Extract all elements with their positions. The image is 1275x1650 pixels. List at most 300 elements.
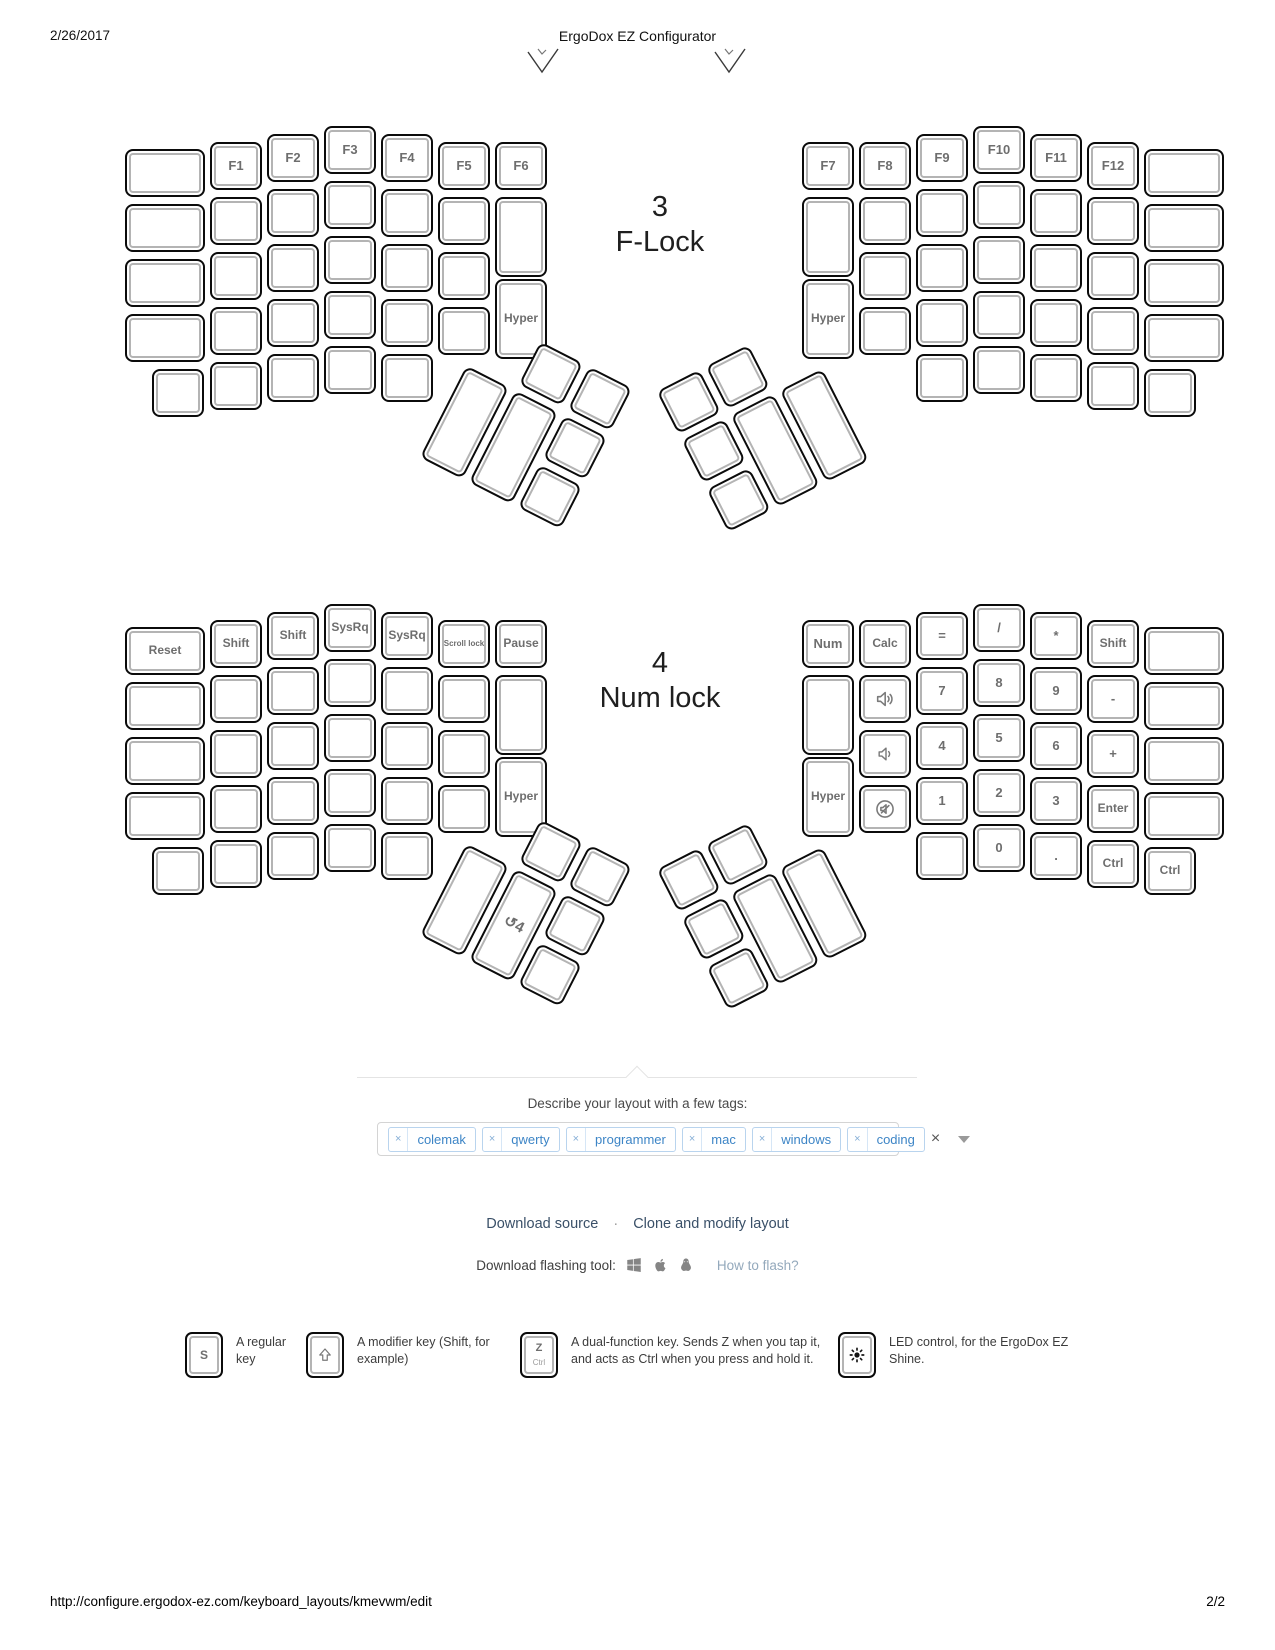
keyboard-key[interactable] (802, 620, 854, 668)
key-label (326, 183, 374, 227)
tags-input[interactable] (377, 1122, 941, 1156)
keyboard-key[interactable] (324, 824, 376, 872)
keyboard-key[interactable] (381, 777, 433, 825)
keyboard-key[interactable] (1030, 134, 1082, 182)
keyboard-key[interactable] (1144, 627, 1224, 675)
key-label (383, 301, 431, 345)
key-label (1146, 629, 1222, 673)
layer-number: 3 (651, 191, 669, 223)
keyboard-key[interactable] (495, 197, 547, 277)
key-label (684, 899, 743, 958)
key-label (440, 732, 488, 776)
key-label (918, 191, 966, 235)
keyboard-key[interactable] (802, 279, 854, 359)
keyboard-key[interactable] (438, 197, 490, 245)
key-label (326, 716, 374, 760)
key-label (212, 677, 260, 721)
key-label: Enter (1097, 801, 1129, 816)
keyboard-key[interactable] (518, 942, 583, 1007)
keyboard-key[interactable] (495, 279, 547, 359)
keyboard-key[interactable] (267, 722, 319, 770)
keyboard-key[interactable] (859, 620, 911, 668)
key-label (212, 254, 260, 298)
keyboard-key[interactable] (916, 667, 968, 715)
legend-text: A dual-function key. Sends Z when you tap it, and acts as Ctrl when you press and hold it. (571, 1335, 821, 1366)
tag-label: mac (711, 1131, 736, 1147)
keyboard-key[interactable] (973, 236, 1025, 284)
keyboard-key[interactable] (1144, 149, 1224, 197)
keyboard-key[interactable] (267, 299, 319, 347)
keyboard-key[interactable] (1087, 307, 1139, 355)
key-label: ↺4 (500, 912, 528, 937)
key-label (383, 246, 431, 290)
key-label (1032, 356, 1080, 400)
keyboard-key[interactable] (324, 769, 376, 817)
keyboard-key[interactable] (802, 757, 854, 837)
key-label: Calc (872, 636, 898, 651)
keyboard-key[interactable] (1144, 847, 1196, 895)
remove-tag-icon[interactable]: × (683, 1128, 702, 1151)
keyboard-key[interactable] (267, 667, 319, 715)
key-label (1146, 794, 1222, 838)
keyboard-key[interactable] (1030, 777, 1082, 825)
keyboard-key[interactable] (859, 675, 911, 723)
legend-key-sample (838, 1332, 876, 1378)
key-label (127, 794, 203, 838)
key-label: 2 (995, 784, 1003, 800)
key-label (269, 779, 317, 823)
key-label: / (997, 619, 1001, 635)
keyboard-key[interactable] (1144, 369, 1196, 417)
layer-name: Num lock (599, 682, 721, 714)
keyboard-key[interactable] (267, 134, 319, 182)
keyboard-key[interactable] (438, 620, 490, 668)
key-label (383, 779, 431, 823)
keyboard-key[interactable] (324, 126, 376, 174)
link-separator: · (613, 1216, 619, 1232)
key-label: Ctrl (1159, 863, 1181, 878)
volume-mute-icon (861, 787, 909, 831)
key-label (1146, 151, 1222, 195)
keyboard-key[interactable] (152, 847, 204, 895)
tag-label: windows (781, 1131, 832, 1147)
keyboard-key[interactable] (859, 730, 911, 778)
keyboard-key[interactable] (125, 149, 205, 197)
keyboard-key[interactable] (210, 620, 262, 668)
key-label (383, 669, 431, 713)
shift-arrow-icon (316, 1346, 334, 1364)
key-label (545, 896, 604, 955)
tag-label: colemak (417, 1131, 466, 1147)
keyboard-key[interactable] (916, 777, 968, 825)
key-label: Scroll lock (443, 638, 485, 648)
key-label: F6 (513, 157, 529, 173)
key-label: Shift (222, 636, 250, 651)
key-label: Hyper (503, 789, 538, 804)
key-label (440, 199, 488, 243)
tag-pill[interactable] (388, 1127, 476, 1152)
key-label (326, 771, 374, 815)
key-label: F1 (228, 157, 244, 173)
keyboard-key[interactable] (152, 369, 204, 417)
key-label (708, 825, 767, 884)
keyboard-key[interactable] (210, 785, 262, 833)
keyboard-key[interactable] (210, 252, 262, 300)
tags-prompt: Describe your layout with a few tags: (527, 1096, 748, 1111)
legend-text: LED control, for the ErgoDox EZ Shine. (889, 1335, 1069, 1366)
key-label: SysRq (388, 628, 426, 643)
legend-key-sample (520, 1332, 558, 1378)
download-source-link[interactable]: Download source (486, 1216, 599, 1232)
keyboard-key[interactable] (125, 737, 205, 785)
tag-pill[interactable] (482, 1127, 560, 1152)
key-label (570, 847, 629, 906)
keyboard-key[interactable] (125, 627, 205, 675)
keyboard-key[interactable] (1087, 197, 1139, 245)
tag-label: qwerty (511, 1131, 550, 1147)
legend-key-sublabel: Ctrl (532, 1358, 546, 1367)
keyboard-key[interactable] (438, 785, 490, 833)
keyboard-key[interactable] (267, 354, 319, 402)
tag-label: coding (876, 1131, 915, 1147)
keyboard-key[interactable] (381, 299, 433, 347)
key-label: Hyper (810, 311, 845, 326)
keyboard-key[interactable] (324, 236, 376, 284)
layout-links (0, 1216, 1275, 1232)
legend-modifier-key (306, 1332, 509, 1378)
keyboard-key[interactable] (518, 464, 583, 529)
page-title: ErgoDox EZ Configurator (558, 28, 717, 44)
keyboard-key[interactable] (125, 259, 205, 307)
keyboard-key[interactable] (1087, 142, 1139, 190)
keyboard-key[interactable] (438, 730, 490, 778)
key-label: . (1054, 847, 1058, 863)
key-label: 6 (1052, 737, 1060, 753)
how-to-flash-link[interactable]: How to flash? (716, 1257, 799, 1273)
keyboard-key[interactable] (438, 307, 490, 355)
keyboard-key[interactable] (1144, 314, 1224, 362)
keyboard-key[interactable] (1087, 620, 1139, 668)
key-label (1146, 684, 1222, 728)
keyboard-key[interactable] (381, 612, 433, 660)
key-label (804, 199, 852, 275)
clear-tags-icon[interactable]: × (930, 1130, 941, 1147)
keyboard-key[interactable] (210, 362, 262, 410)
key-label: Num (813, 635, 843, 651)
remove-tag-icon[interactable]: × (389, 1128, 408, 1151)
key-label: 9 (1052, 682, 1060, 698)
key-label: SysRq (331, 620, 369, 635)
legend-text: A modifier key (Shift, for example) (357, 1335, 490, 1366)
key-label (269, 301, 317, 345)
key-label: F7 (820, 157, 836, 173)
keyboard-key[interactable] (210, 197, 262, 245)
keyboard-key[interactable] (267, 777, 319, 825)
key-label (1089, 199, 1137, 243)
key-label (212, 364, 260, 408)
remove-tag-icon[interactable]: × (483, 1128, 502, 1151)
keyboard-key[interactable] (495, 620, 547, 668)
chevron-down-icon (527, 48, 559, 74)
key-label (709, 948, 768, 1007)
key-label: = (938, 627, 946, 643)
key-label (127, 261, 203, 305)
keyboard-key[interactable] (916, 299, 968, 347)
remove-tag-icon[interactable]: × (567, 1128, 586, 1151)
keyboard-key[interactable] (324, 714, 376, 762)
key-label (383, 191, 431, 235)
keyboard-key[interactable] (916, 832, 968, 880)
key-label: F9 (934, 149, 950, 165)
keyboard-key[interactable] (381, 244, 433, 292)
keyboard-key[interactable] (1144, 204, 1224, 252)
keyboard-key[interactable] (381, 667, 433, 715)
key-label: Ctrl (1102, 856, 1124, 871)
key-label (861, 199, 909, 243)
key-label (975, 238, 1023, 282)
legend-key-sample (185, 1332, 223, 1378)
keyboard-key[interactable] (916, 134, 968, 182)
keyboard-key[interactable] (267, 189, 319, 237)
key-label: 4 (938, 737, 946, 753)
keyboard-key[interactable] (381, 189, 433, 237)
keyboard-key[interactable] (381, 134, 433, 182)
key-label (520, 945, 579, 1004)
keyboard-key[interactable] (859, 252, 911, 300)
chevron-down-icon (714, 48, 746, 74)
divider-notch (626, 1066, 649, 1089)
tag-pill[interactable] (847, 1127, 925, 1152)
keyboard-key[interactable] (267, 244, 319, 292)
print-date: 2/26/2017 (50, 28, 111, 43)
keyboard-key[interactable] (973, 824, 1025, 872)
key-label (1089, 309, 1137, 353)
key-label (545, 418, 604, 477)
key-label (1032, 191, 1080, 235)
key-label (1146, 206, 1222, 250)
key-label (326, 661, 374, 705)
volume-down-icon (861, 732, 909, 776)
keyboard-key[interactable] (1030, 354, 1082, 402)
windows-icon[interactable] (625, 1256, 643, 1274)
key-label: - (1110, 690, 1116, 706)
key-label (975, 183, 1023, 227)
key-label (1089, 364, 1137, 408)
key-label (212, 842, 260, 886)
key-label (127, 316, 203, 360)
keyboard-key[interactable] (1087, 730, 1139, 778)
key-label (326, 293, 374, 337)
keyboard-key[interactable] (1144, 259, 1224, 307)
keyboard-key[interactable] (495, 757, 547, 837)
caret-down-icon[interactable] (958, 1136, 970, 1143)
key-label: F10 (987, 141, 1011, 157)
keyboard-key[interactable] (267, 832, 319, 880)
key-label: 0 (995, 839, 1003, 855)
keyboard-key[interactable] (973, 714, 1025, 762)
layer-name: F-Lock (615, 226, 705, 258)
key-label (659, 372, 718, 431)
key-label (383, 356, 431, 400)
tag-pill[interactable] (566, 1127, 676, 1152)
key-label (326, 238, 374, 282)
key-label (326, 826, 374, 870)
keyboard-key[interactable] (125, 204, 205, 252)
key-label (154, 371, 202, 415)
keyboard-key[interactable] (438, 252, 490, 300)
keyboard-key[interactable] (267, 612, 319, 660)
key-label: Reset (148, 643, 182, 658)
keyboard-key[interactable] (1030, 244, 1082, 292)
key-label: Pause (503, 636, 539, 651)
clone-layout-link[interactable]: Clone and modify layout (633, 1216, 789, 1232)
keyboard-key[interactable] (916, 354, 968, 402)
keyboard-key[interactable] (210, 840, 262, 888)
legend-regular-key (185, 1332, 308, 1378)
keyboard-key[interactable] (1087, 785, 1139, 833)
apple-icon[interactable] (652, 1256, 669, 1274)
key-label (1032, 246, 1080, 290)
keyboard-key[interactable] (324, 181, 376, 229)
keyboard-key[interactable] (1030, 667, 1082, 715)
keyboard-key[interactable] (859, 142, 911, 190)
key-label: F5 (456, 157, 472, 173)
keyboard-key[interactable] (210, 307, 262, 355)
key-label (1146, 371, 1194, 415)
keyboard-key[interactable] (1087, 252, 1139, 300)
flashing-tool-label: Download flashing tool: (476, 1257, 616, 1273)
keyboard-key[interactable] (381, 722, 433, 770)
keyboard-key[interactable] (859, 197, 911, 245)
key-label (570, 369, 629, 428)
remove-tag-icon[interactable]: × (753, 1128, 772, 1151)
keyboard-key[interactable] (1087, 675, 1139, 723)
key-label (269, 246, 317, 290)
key-label (127, 739, 203, 783)
key-label: F2 (285, 149, 301, 165)
keyboard-key[interactable] (859, 785, 911, 833)
key-label: 8 (995, 674, 1003, 690)
key-label (1146, 316, 1222, 360)
key-label (975, 293, 1023, 337)
key-label (383, 724, 431, 768)
linux-icon[interactable] (678, 1256, 694, 1274)
legend-key-letter: Z (535, 1342, 543, 1354)
key-label (269, 834, 317, 878)
legend-dual-function-key (520, 1332, 837, 1378)
remove-tag-icon[interactable]: × (848, 1128, 867, 1151)
key-label: Shift (1099, 636, 1127, 651)
key-label (709, 470, 768, 529)
keyboard-key[interactable] (438, 142, 490, 190)
keyboard-key[interactable] (125, 792, 205, 840)
keyboard-key[interactable] (802, 675, 854, 755)
keyboard-key[interactable] (495, 675, 547, 755)
keyboard-key[interactable] (973, 769, 1025, 817)
keyboard-key[interactable] (1144, 682, 1224, 730)
tag-pill[interactable] (752, 1127, 841, 1152)
keyboard-key[interactable] (125, 682, 205, 730)
keyboard-key[interactable] (210, 142, 262, 190)
keyboard-key[interactable] (916, 722, 968, 770)
keyboard-key[interactable] (324, 291, 376, 339)
keyboard-key[interactable] (1144, 792, 1224, 840)
keyboard-key[interactable] (324, 659, 376, 707)
keyboard-key[interactable] (324, 604, 376, 652)
key-label (212, 732, 260, 776)
keyboard-key[interactable] (324, 346, 376, 394)
keyboard-key[interactable] (973, 346, 1025, 394)
keyboard-key[interactable] (973, 126, 1025, 174)
key-label: F8 (877, 157, 893, 173)
keyboard-key[interactable] (973, 181, 1025, 229)
legend-text: A regular key (236, 1335, 287, 1366)
key-label (497, 677, 545, 753)
keyboard-key[interactable] (973, 291, 1025, 339)
keyboard-key[interactable] (916, 612, 968, 660)
keyboard-key[interactable] (1030, 832, 1082, 880)
keyboard-key[interactable] (859, 307, 911, 355)
key-label (212, 309, 260, 353)
key-label (127, 206, 203, 250)
keyboard-key[interactable] (210, 675, 262, 723)
key-label (1146, 739, 1222, 783)
keyboard-key[interactable] (916, 189, 968, 237)
key-label: 7 (938, 682, 946, 698)
keyboard-key[interactable] (1030, 189, 1082, 237)
key-label: Shift (279, 628, 307, 643)
keyboard-key[interactable] (1030, 722, 1082, 770)
key-label: * (1053, 627, 1059, 643)
key-label: 5 (995, 729, 1003, 745)
key-label (520, 467, 579, 526)
keyboard-key[interactable] (1030, 612, 1082, 660)
tag-label: programmer (595, 1131, 666, 1147)
keyboard-key[interactable] (1144, 737, 1224, 785)
key-label (127, 684, 203, 728)
keyboard-key[interactable] (381, 832, 433, 880)
keyboard-key[interactable] (973, 659, 1025, 707)
keyboard-key[interactable] (916, 244, 968, 292)
keyboard-key[interactable] (1087, 840, 1139, 888)
keyboard-key[interactable] (210, 730, 262, 778)
keyboard-key[interactable] (1030, 299, 1082, 347)
key-label (269, 669, 317, 713)
keyboard-key[interactable] (438, 675, 490, 723)
keyboard-key[interactable] (973, 604, 1025, 652)
key-label (918, 246, 966, 290)
tag-list (388, 1127, 925, 1152)
keyboard-key[interactable] (1087, 362, 1139, 410)
key-label (975, 348, 1023, 392)
keyboard-key[interactable] (125, 314, 205, 362)
tag-pill[interactable] (682, 1127, 746, 1152)
key-label (1089, 254, 1137, 298)
key-label (269, 724, 317, 768)
keyboard-key[interactable] (802, 197, 854, 277)
keyboard-key[interactable] (381, 354, 433, 402)
key-label (383, 834, 431, 878)
key-label (497, 199, 545, 275)
key-label: 1 (938, 792, 946, 808)
key-label: Hyper (503, 311, 538, 326)
key-label (440, 309, 488, 353)
keyboard-key[interactable] (802, 142, 854, 190)
page-number: 2/2 (1206, 1594, 1225, 1609)
key-label (708, 347, 767, 406)
keyboard-key[interactable] (495, 142, 547, 190)
layer-number: 4 (651, 647, 669, 679)
